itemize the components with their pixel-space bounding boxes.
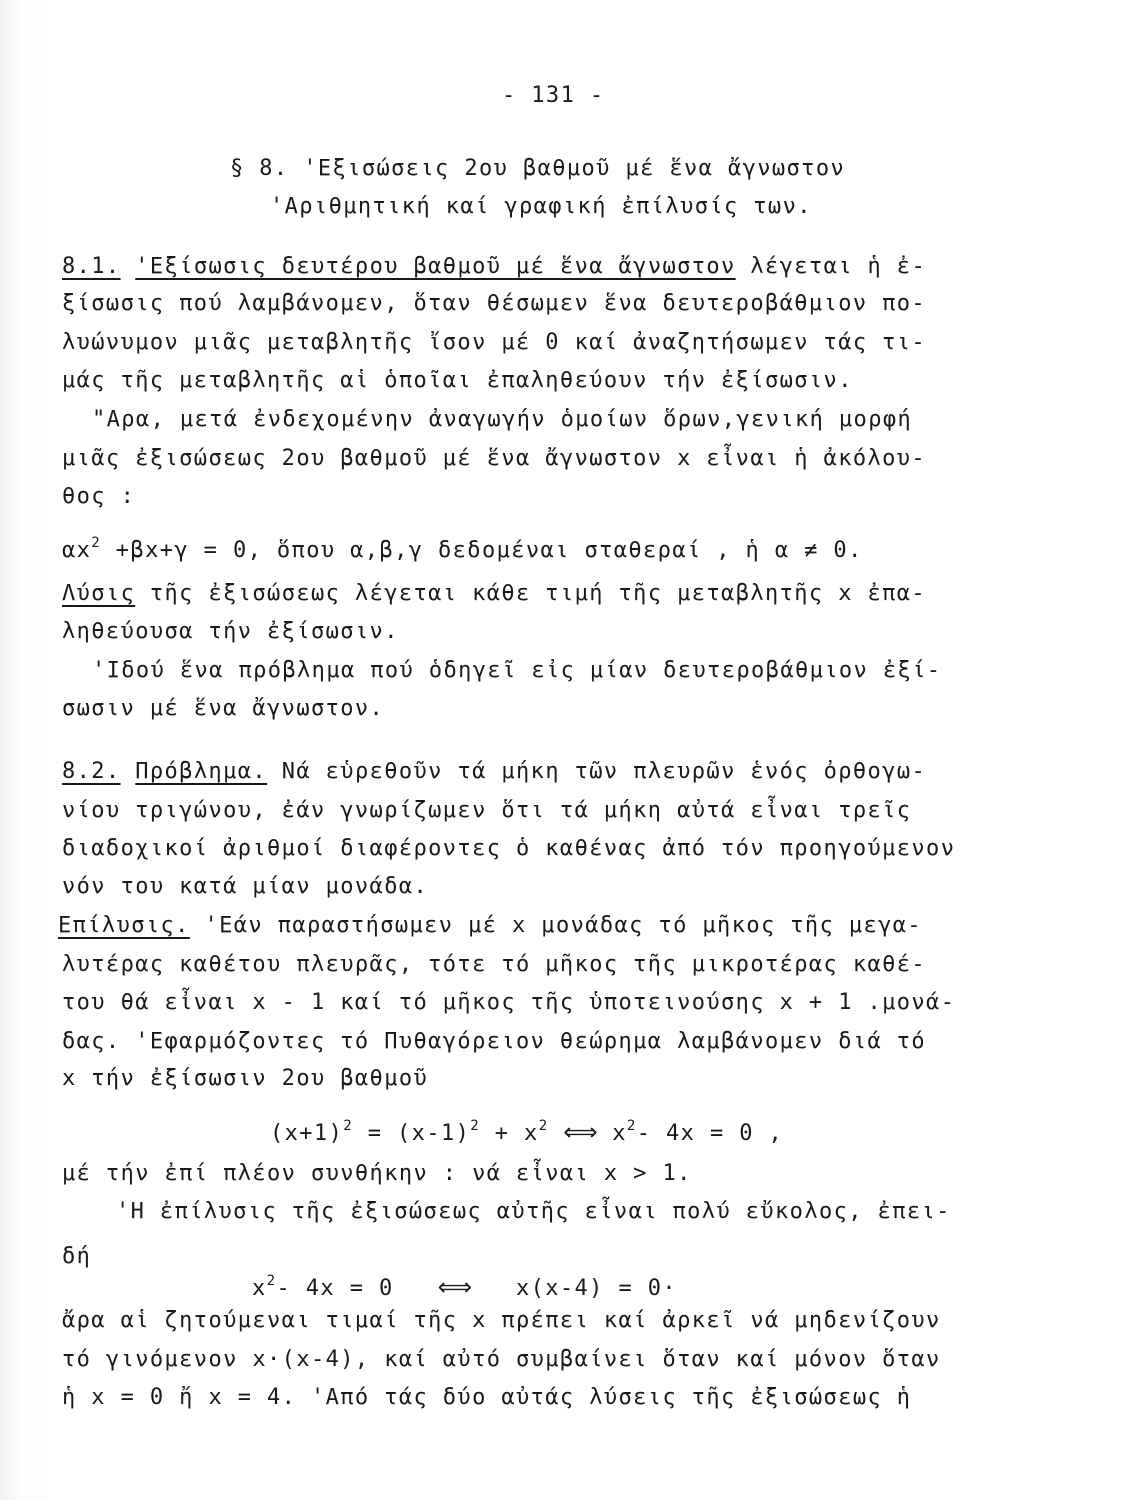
text: τῆς ἐξισώσεως λέγεται κάθε τιμή τῆς μεταβλητῆς x ἐπα- [149, 581, 927, 606]
para-number: 8.1. [62, 254, 121, 279]
text: λέγεται ἡ ἐ- [750, 254, 927, 279]
factor-equation [252, 1267, 677, 1303]
para-8-1-line1 [62, 253, 926, 281]
easy-line1: 'Η ἐπίλυσις τῆς ἐξισώσεως αὐτῆς εἶναι πολύ εὔκολος, ἐπει- [116, 1199, 951, 1224]
para-8-2-line1 [62, 758, 926, 786]
eq-term: αx [62, 538, 92, 563]
condition-line: μέ τήν ἐπί πλέον συνθήκην : νά εἶναι x > 1. [62, 1161, 692, 1186]
pythagoras-equation [270, 1112, 783, 1148]
para-8-1-line6: μιᾶς ἐξισώσεως 2ου βαθμοῦ μέ ἕνα ἄγνωστον x εἶναι ἡ ἀκόλου- [62, 446, 927, 471]
solution-line1 [58, 912, 922, 940]
eq-term: x(x-4) = 0· [515, 1276, 678, 1301]
exponent: 2 [91, 535, 102, 551]
solution-line2: λυτέρας καθέτου πλευρᾶς, τότε τό μῆκος τῆς μικροτέρας καθέ- [62, 952, 927, 977]
solution-line3: του θά εἶναι x - 1 καί τό μῆκος τῆς ὑποτεινούσης x + 1 .μονά- [62, 990, 956, 1015]
solution-line5: x τήν ἐξίσωσιν 2ου βαθμοῦ [62, 1066, 429, 1091]
defined-term: Λύσις [62, 581, 136, 606]
eq-term: - 4x = 0 , [636, 1121, 784, 1146]
para-8-1-line7: θος : [62, 484, 136, 509]
solution-def-line2: ληθεύουσα τήν ἐξίσωσιν. [62, 619, 399, 644]
eq-term: - 4x = 0 [276, 1276, 394, 1301]
solution-def-line3: 'Ιδού ἕνα πρόβλημα πού ὁδηγεῖ εἰς μίαν δευτεροβάθμιον ἐξί- [92, 658, 942, 683]
eq-term: x [612, 1121, 627, 1146]
para-8-1-line3: λυώνυμον μιᾶς μεταβλητῆς ἴσον μέ 0 καί ἀναζητήσωμεν τάς τι- [62, 330, 927, 355]
eq-term: (x+1) [270, 1121, 344, 1146]
page-number: - 131 - [502, 83, 605, 108]
eq-condition: ὅπου α,β,γ δεδομέναι σταθεραί , ἡ α ≠ 0. [276, 538, 863, 563]
eq-term: +βx+γ = 0, [101, 538, 263, 563]
section-heading-line1 [230, 155, 845, 183]
para-8-2-line3: διαδοχικοί ἀριθμοί διαφέροντες ὁ καθένας ἀπό τόν προηγούμενον [62, 836, 956, 861]
iff-arrow: ⟺ [437, 1273, 473, 1301]
general-form-equation [62, 529, 863, 565]
easy-line2: δή [62, 1244, 92, 1269]
final-line2: τό γινόμενον x·(x-4), καί αὐτό συμβαίνει ὅταν καί μόνον ὅταν [62, 1347, 941, 1372]
exponent: 2 [343, 1118, 354, 1134]
solution-line4: δας. 'Εφαρμόζοντες τό Πυθαγόρειον θεώρημα λαμβάνομεν διά τό [62, 1029, 927, 1054]
solution-def-line1 [62, 580, 926, 608]
exponent: 2 [626, 1118, 637, 1134]
exponent: 2 [266, 1273, 277, 1289]
defined-term: Επίλυσις. [58, 913, 190, 938]
defined-term: Πρόβλημα. [135, 759, 268, 784]
para-8-1-line5: "Αρα, μετά ἐνδεχομένην ἀναγωγήν ὁμοίων ὅρων,γενική μορφή [92, 407, 913, 432]
solution-def-line4: σωσιν μέ ἕνα ἄγνωστον. [62, 696, 385, 721]
final-line3: ἡ x = 0 ἤ x = 4. 'Από τάς δύο αὐτάς λύσεις τῆς ἐξισώσεως ἡ [62, 1385, 912, 1410]
para-8-1-line2: ξίσωσις πού λαμβάνομεν, ὅταν θέσωμεν ἕνα δευτεροβάθμιον πο- [62, 291, 927, 316]
eq-term: + x [480, 1121, 539, 1146]
iff-arrow: ⟺ [563, 1118, 598, 1146]
final-line1: ἄρα αἱ ζητούμεναι τιμαί τῆς x πρέπει καί ἀρκεῖ νά μηδενίζουν [62, 1308, 941, 1333]
para-8-2-line2: νίου τριγώνου, ἐάν γνωρίζωμεν ὅτι τά μήκη αὐτά εἶναι τρεῖς [62, 798, 912, 823]
section-title: 'Εξισώσεις 2ου βαθμοῦ μέ ἕνα ἄγνωστον [303, 156, 846, 181]
eq-term: = (x-1) [353, 1121, 471, 1146]
exponent: 2 [538, 1118, 549, 1134]
section-mark: § 8. [230, 156, 289, 181]
para-8-2-line4: νόν του κατά μίαν μονάδα. [62, 874, 429, 899]
text: Νά εὑρεθοῦν τά μήκη τῶν πλευρῶν ἑνός ὀρθογω- [281, 759, 927, 784]
exponent: 2 [470, 1118, 481, 1134]
defined-term: 'Εξίσωσις δευτέρου βαθμοῦ μέ ἕνα ἄγνωστον [135, 254, 736, 279]
para-number: 8.2. [62, 759, 121, 784]
text: 'Εάν παραστήσωμεν μέ x μονάδας τό μῆκος τῆς μεγα- [204, 913, 923, 938]
para-8-1-line4: μάς τῆς μεταβλητῆς αἱ ὁποῖαι ἐπαληθεύουν τήν ἐξίσωσιν. [62, 368, 853, 393]
section-heading-line2: 'Αριθμητική καί γραφική ἐπίλυσίς των. [270, 194, 812, 219]
eq-term: x [252, 1276, 267, 1301]
